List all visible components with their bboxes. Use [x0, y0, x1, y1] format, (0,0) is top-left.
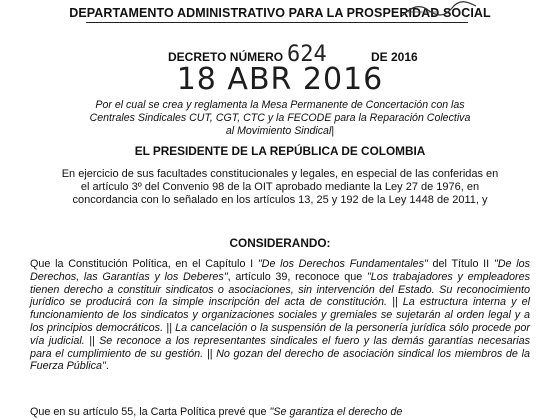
p1-article-quote: "Los trabajadores y empleadores tienen derecho a constituir sindicatos o asociaciones, sin intervención del Estado. Su reconocimiento jurídico se producirá con la simple inscripción del acta de constitución. || La estructura interna y el funcionamiento de los sindicatos y organizaciones sociales y gremiales se sujetarán al orden legal y a los principios democráticos. || La cancelación o la suspensión de la personería jurídica sólo procede por vía judicial. || Se reconoce a los representantes sindicales el fuero y las demás garantías necesarias para el cumplimiento de su gestión. || No gozan del derecho de asociación sindical los miembros de la Fuerza Pública": [30, 270, 530, 373]
department-heading: DEPARTAMENTO ADMINISTRATIVO PARA LA PROSPERIDAD SOCIAL: [69, 6, 491, 20]
decree-number: 624: [287, 42, 327, 67]
president-heading: EL PRESIDENTE DE LA REPÚBLICA DE COLOMBIA: [134, 144, 426, 158]
date-stamp: 18 ABR 2016: [176, 62, 384, 97]
decree-label: DECRETO NÚMERO: [168, 50, 284, 64]
decree-subject: [88, 99, 472, 138]
heading-underline: [86, 22, 468, 23]
considerando-heading: CONSIDERANDO:: [229, 236, 331, 250]
p1-text-g: .: [105, 360, 109, 373]
p2-article-quote: "Se garantiza el derecho de: [269, 406, 403, 418]
p1-title-name: "De los Derechos, las Garantías y los Deberes": [30, 258, 530, 283]
p2-text-a: Que en su artículo 55, la Carta Política prevé que: [30, 406, 270, 418]
decree-year: DE 2016: [371, 50, 418, 64]
decree-subject-text: Por el cual se crea y reglamenta la Mesa Permanente de Concertación con las Centrales Sindicales CUT, CGT, CTC y la FECODE para la Reparación Colectiva al Movimiento Sindical: [89, 99, 471, 137]
p1-text-e: , artículo 39, reconoce que: [227, 270, 367, 283]
preamble-paragraph: En ejercicio de sus facultades constitucionales y legales, en especial de las conferidas en el artículo 3º del Convenio 98 de la OIT aprobado mediante la Ley 27 de 1976, en concordancia con lo señalado en los artículos 13, 25 y 192 de la Ley 1448 de 2011, y: [61, 168, 499, 206]
signature-scribble: [398, 0, 478, 20]
p1-chapter-title: "De los Derechos Fundamentales": [257, 258, 428, 270]
text-cursor: |: [331, 125, 335, 137]
p1-text-c: del Título II: [427, 258, 494, 270]
body-paragraph-2: [30, 406, 530, 419]
body-paragraph-1: [30, 258, 530, 373]
p1-text-a: Que la Constitución Política, en el Capítulo I: [30, 258, 258, 270]
